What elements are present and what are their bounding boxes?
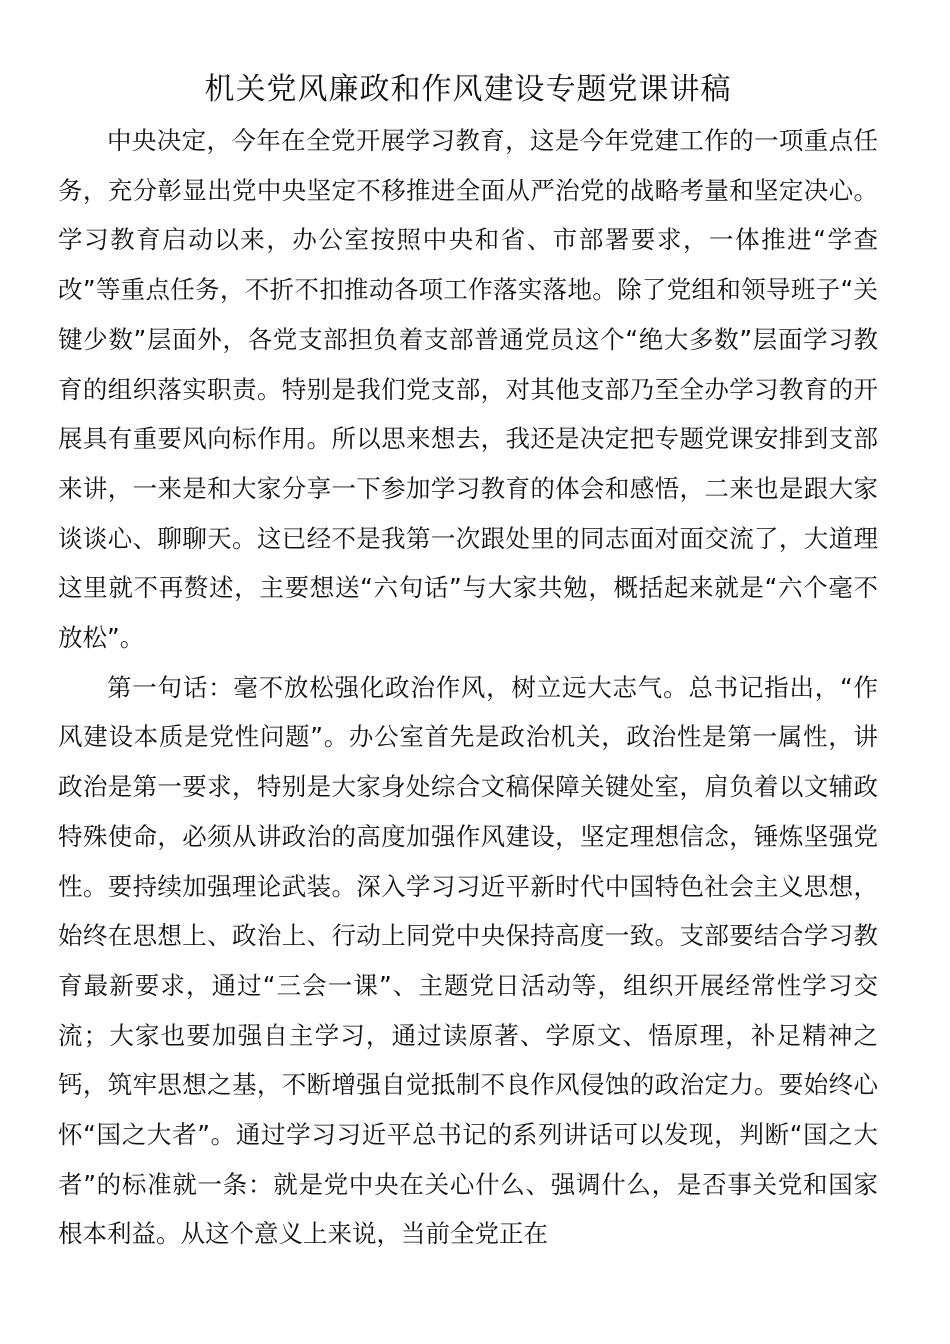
paragraph-intro: 中央决定，今年在全党开展学习教育，这是今年党建工作的一项重点任务，充分彰显出党中央坚定不移推进全面从严治党的战略考量和坚定决心。学习教育启动以来，办公室按照中央和省、市部署要求，一体推进“学查改”等重点任务，不折不扣推动各项工作落实落地。除了党组和领导班子“关键少数”层面外，各党支部担负着支部普通党员这个“绝大多数”层面学习教育的组织落实职责。特别是我们党支部，对其他支部乃至全办学习教育的开展具有重要风向标作用。所以思来想去，我还是决定把专题党课安排到支部来讲，一来是和大家分享一下参加学习教育的体会和感悟，二来也是跟大家谈谈心、聊聊天。这已经不是我第一次跟处里的同志面对面交流了，大道理这里就不再赘述，主要想送“六句话”与大家共勉，概括起来就是“六个毫不放松”。 [58,126,878,653]
document-page [58,64,878,1259]
paragraph-first-sentence: 第一句话：毫不放松强化政治作风，树立远大志气。总书记指出，“作风建设本质是党性问题”。办公室首先是政治机关，政治性是第一属性，讲政治是第一要求，特别是大家身处综合文稿保障关键处室，肩负着以文辅政特殊使命，必须从讲政治的高度加强作风建设，坚定理想信念，锤炼坚强党性。要持续加强理论武装。深入学习习近平新时代中国特色社会主义思想，始终在思想上、政治上、行动上同党中央保持高度一致。支部要结合学习教育最新要求，通过“三会一课”、主题党日活动等，组织开展经常性学习交流；大家也要加强自主学习，通过读原著、学原文、悟原理，补足精神之钙，筑牢思想之基，不断增强自觉抵制不良作风侵蚀的政治定力。要始终心怀“国之大者”。通过学习习近平总书记的系列讲话可以发现，判断“国之大者”的标准就一条：就是党中央在关心什么、强调什么，是否事关党和国家根本利益。从这个意义上来说，当前全党正在 [58,672,878,1249]
document-title: 机关党风廉政和作风建设专题党课讲稿 [204,72,732,107]
